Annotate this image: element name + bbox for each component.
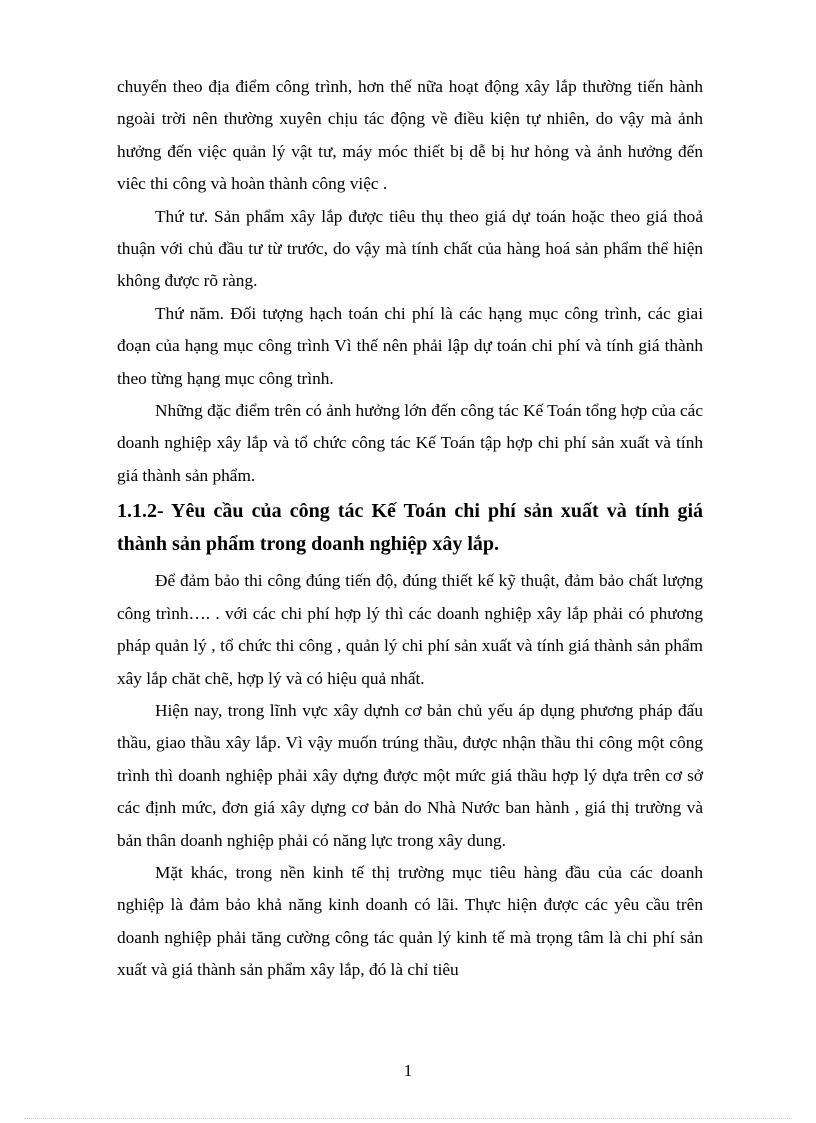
paragraph-de-dam-bao: Để đảm bảo thi công đúng tiến độ, đúng thiết kế kỹ thuật, đảm bảo chất lượng công trình…. . với các chi phí hợp lý thì các doanh nghiệp xây lắp phải có phương pháp quản lý , tổ chức thi công , quản lý chi phí sản xuất và tính giá thành sản phẩm xây lắp chăt chẽ, hợp lý và có hiệu quả nhất. xyxy=(117,571,703,688)
page-break-divider xyxy=(24,1118,792,1119)
page-number: 1 xyxy=(403,1061,413,1080)
paragraph-nhung-dac-diem: Những đặc điểm trên có ảnh hưởng lớn đến công tác Kế Toán tổng hợp của các doanh nghiệp xây lắp và tổ chức công tác Kế Toán tập hợp chi phí sản xuất và tính giá thành sản phẩm. xyxy=(117,401,703,485)
paragraph-hien-nay: Hiện nay, trong lĩnh vực xây dựnh cơ bản chủ yếu áp dụng phương pháp đấu thầu, giao thầu xây lắp. Vì vậy muốn trúng thầu, được nhận thầu thi công một công trình thì doanh nghiệp phải xây dựng được một mức giá thầu hợp lý dựa trên cơ sở các định mức, đơn giá xây dựng cơ bản do Nhà Nước ban hành , giá thị trường và bản thân doanh nghiệp phải có năng lực trong xây dung. xyxy=(117,700,703,850)
paragraph-thu-nam: Thứ năm. Đối tượng hạch toán chi phí là các hạng mục công trình, các giai đoạn của hạng mục công trình Vì thế nên phải lập dự toán chi phí và tính giá thành theo từng hạng mục công trình. xyxy=(117,303,703,388)
paragraph-thu-tu: Thứ tư. Sản phẩm xây lắp được tiêu thụ theo giá dự toán hoặc theo giá thoả thuận với chủ đầu tư từ trước, do vậy mà tính chất của hàng hoá sản phẩm thể hiện không được rõ ràng. xyxy=(117,206,703,291)
paragraph-continuation: chuyển theo địa điểm công trình, hơn thế nữa hoạt động xây lắp thường tiến hành ngoài trời nên thường xuyên chịu tác động về điều kiện tự nhiên, do vậy mà ảnh hưởng đến việc quản lý vật tư, máy móc thiết bị dễ bị hư hỏng và ảnh hưởng đến viêc thi công và hoàn thành công việc . xyxy=(117,77,703,194)
document-body xyxy=(117,71,703,987)
section-heading: 1.1.2- Yêu cầu của công tác Kế Toán chi phí sản xuất và tính giá thành sản phẩm trong doanh nghiệp xây lắp. xyxy=(117,500,703,556)
paragraph-mat-khac: Mặt khác, trong nền kinh tế thị trường mục tiêu hàng đầu của các doanh nghiệp là đảm bảo khả năng kinh doanh có lãi. Thực hiện được các yêu cầu trên doanh nghiệp phải tăng cường công tác quản lý kinh tế mà trọng tâm là chi phí sản xuất và giá thành sản phẩm xây lắp, đó là chỉ tiêu xyxy=(117,862,703,980)
